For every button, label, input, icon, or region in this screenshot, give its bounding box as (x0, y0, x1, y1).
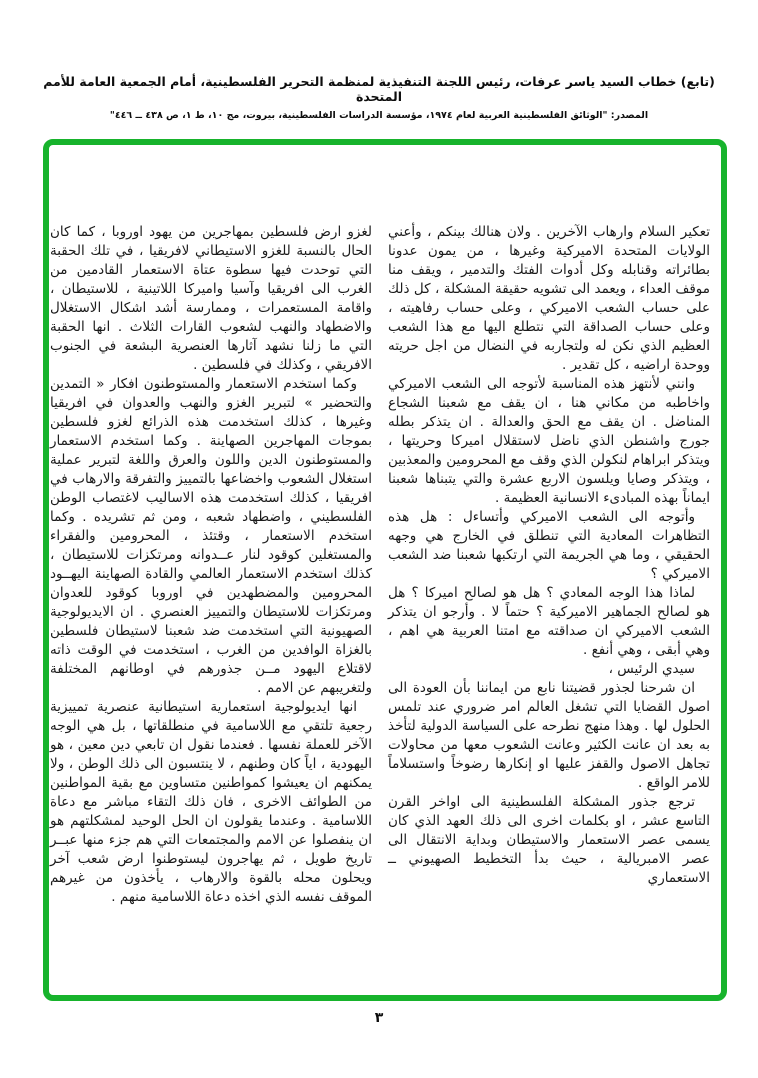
text-column-left (50, 223, 372, 907)
text-column-right (388, 223, 710, 907)
paragraph: تعكير السلام وارهاب الآخرين . ولان هنالك بينكم ، وأعني الولايات المتحدة الاميركية وغيرها ، من يمون عدونا بطائراته وقنابله وكل أدوات الفتك والتدمير ، ويقف منا موقف العداء ، ويعمد الى تشويه حقيقة المشكلة ، كل ذلك على حساب الشعب الاميركي ، وعلى حساب رفاهيته ، وعلى حساب الصداقة التي نتطلع اليها مع هذا الشعب العظيم الذي نكن له ولتجاربه في النضال من اجل حريته ووحدة اراضيه ، كل تقدير . (388, 224, 710, 373)
paragraph: انها ايديولوجية استعمارية استيطانية عنصرية تمييزية رجعية تلتقي مع اللاسامية في منطلقاتها ، بل هي الوجه الآخر للعملة نفسها . فعندما نقول ان تابعي دين معين ، هو اليهودية ، اياً كان وطنهم ، لا ينتسبون الى ذلك الوطن ، ولا يمكنهم ان يعيشوا كمواطنين متساوين مع بقية المواطنين من الطوائف الاخرى ، فان ذلك التقاء مباشر مع دعاة اللاسامية . وعندما يقولون ان الحل الوحيد لمشكلتهم هو ان ينفصلوا عن الامم والمجتمعات التي هم جزء منها عبــر تاريخ طويل ، ثم يهاجرون ليستوطنوا ارض شعب آخر ويحلون محله بالقوة والارهاب ، يأخذون من غيرهم الموقف نفسه الذي اخذه دعاة اللاسامية منهم . (50, 699, 372, 905)
text-columns (49, 145, 721, 907)
paragraph: لماذا هذا الوجه المعادي ؟ هل هو لصالح اميركا ؟ هل هو لصالح الجماهير الاميركية ؟ حتماً لا . وأرجو ان يتذكر الشعب الاميركي ان صداقته مع امتنا العربية هي اهم ، وهي أبقى ، وهي أنفع . (388, 585, 710, 658)
source-line: المصدر: "الوثائق الفلسطينية العربية لعام ١٩٧٤، مؤسسة الدراسات الفلسطينية، بيروت، مج ١٠، ط ١، ص ٤٣٨ ــ ٤٤٦" (109, 110, 649, 121)
document-frame (43, 139, 727, 1001)
paragraph: ترجع جذور المشكلة الفلسطينية الى اواخر القرن التاسع عشر ، او بكلمات اخرى الى ذلك العهد الذي كان يسمى عصر الاستعمار والاستيطان وبداية الانتقال الى عصر الامبريالية ، حيث بدأ التخطيط الصهيوني ــ الاستعماري (388, 794, 710, 886)
paragraph: ان شرحنا لجذور قضيتنا نابع من ايماننا بأن العودة الى اصول القضايا التي تشغل العالم امر ضروري عند تلمس الحلول لها . وهذا منهج نطرحه على السياسة الدولية لتأخذ به بعد ان عانت الكثير وعانت الشعوب معها من محاولات تجاهل الاصول والقفز عليها او إنكارها رضوخاً واستسلاماً للامر الواقع . (388, 680, 710, 791)
document-header (0, 74, 758, 121)
paragraph: وكما استخدم الاستعمار والمستوطنون افكار « التمدين والتحضير » لتبرير الغزو والنهب والعدوان في افريقيا وغيرها ، كذلك استخدمت هذه الذرائع لغزو فلسطين بموجات المهاجرين الصهاينة . وكما استخدم الاستعمار والمستوطنون الدين واللون والعرق واللغة لتبرير عملية استغلال الشعوب واخضاعها بالتمييز والتفرقة والارهاب في افريقيا ، كذلك استخدمت هذه الاساليب لاغتصاب الوطن الفلسطيني ، واضطهاد شعبه ، ومن ثم تشريده . وكما استخدم الاستعمار ، وقتئذ ، المحرومين والفقراء والمستغلين كوقود لنار عــدوانه ومرتكزات للاستيطان ، كذلك استخدم الاستعمار العالمي والقادة الصهاينة اليهــود المحرومين والمضطهدين في اوروبا كوقود للعدوان ومرتكزات للاستيطان والتمييز العنصري . ان الايديولوجية الصهيونية التي استخدمت ضد شعبنا لاستيطان فلسطين بالغزاة الوافدين من الغرب ، استخدمت في الوقت ذاته لاقتلاع اليهود مــن جذورهم في اوطانهم المختلفة ولتغريبهم عن الامم . (50, 376, 372, 696)
page-title: (تابع) خطاب السيد ياسر عرفات، رئيس اللجنة التنفيذية لمنظمة التحرير الفلسطينية، أمام الجمعية العامة للأمم المتحدة (43, 74, 715, 104)
paragraph: سيدي الرئيس ، (608, 661, 695, 677)
paragraph: وانني لأنتهز هذه المناسبة لأتوجه الى الشعب الاميركي واخاطبه من مكاني هنا ، ان يقف مع شعبنا الشجاع المناضل . ان يقف مع الحق والعدالة . ان يتذكر بطله جورج واشنطن الذي ناضل لاستقلال اميركا وحريتها ، ويتذكر ابراهام لنكولن الذي وقف مع المحرومين والمعذبين ، ويتذكر وصايا ويلسون الاربع عشرة والتي يتبناها شعبنا ايماناً بهذه المبادىء الانسانية العظيمة . (388, 376, 710, 506)
page-number: ٣ (374, 1010, 384, 1026)
paragraph: لغزو ارض فلسطين بمهاجرين من يهود اوروبا ، كما كان الحال بالنسبة للغزو الاستيطاني لافريقيا ، في تلك الحقبة التي توحدت فيها سطوة عتاة الاستعمار القادمين من الغرب الى افريقيا وآسيا واميركا اللاتينية ، للاستيطان ، واقامة المستعمرات ، وممارسة أشد اشكال الاستغلال والاضطهاد والنهب لشعوب القارات الثلاث . انها الحقبة التي ما زلنا نشهد آثارها العنصرية البشعة في الجنوب الافريقي ، وكذلك في فلسطين . (50, 224, 372, 373)
paragraph: وأتوجه الى الشعب الاميركي وأتساءل : هل هذه التظاهرات المعادية التي تنطلق في الخارج هي وجهه الحقيقي ، وما هي الجريمة التي ارتكبها شعبنا ضد الشعب الاميركي ؟ (388, 509, 710, 582)
